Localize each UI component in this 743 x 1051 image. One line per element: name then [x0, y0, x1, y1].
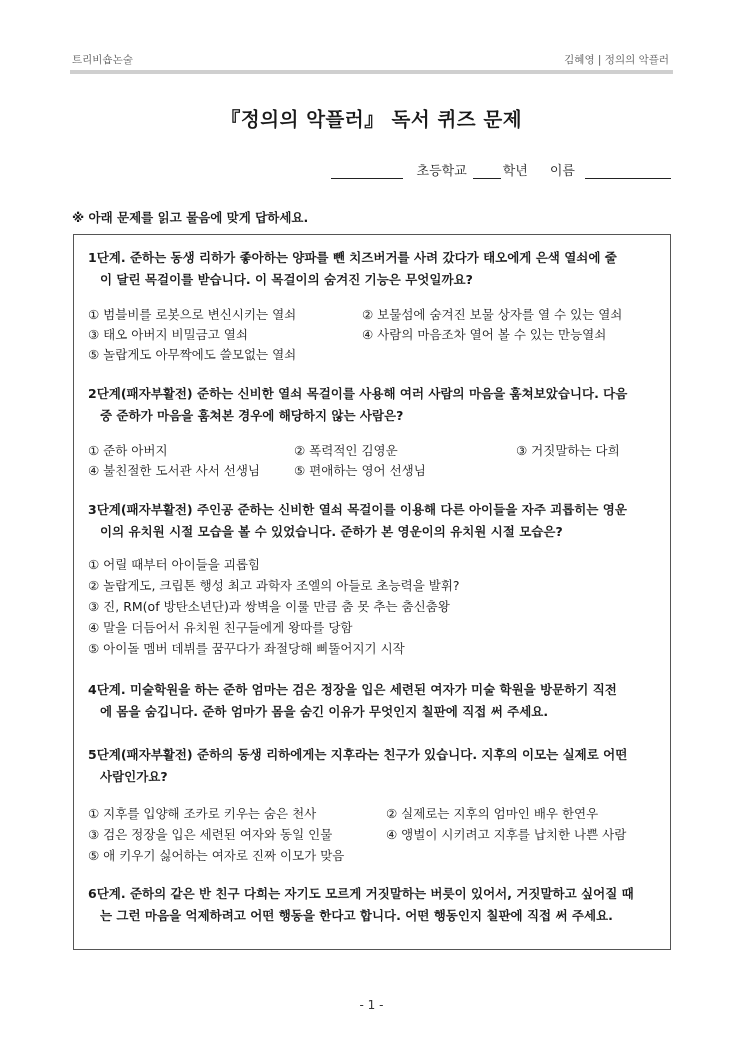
q1-option-1[interactable]: ① 범블비를 로봇으로 변신시키는 열쇠 [88, 307, 297, 322]
q5-option-1[interactable]: ① 지후를 입양해 조카로 키우는 숨은 천사 [88, 806, 317, 821]
q2-option-5[interactable]: ⑤ 편애하는 영어 선생님 [294, 463, 426, 478]
question-1-line2: 이 달린 목걸이를 받습니다. 이 목걸이의 숨겨진 기능은 무엇일까요? [100, 272, 473, 287]
question-4-line2: 에 몸을 숨깁니다. 준하 엄마가 몸을 숨긴 이유가 무엇인지 칠판에 직접 써 주세요. [100, 704, 549, 719]
question-2-line2: 중 준하가 마음을 훔쳐본 경우에 해당하지 않는 사람은? [100, 408, 404, 423]
question-6-line2: 는 그런 마음을 억제하려고 어떤 행동을 한다고 합니다. 어떤 행동인지 칠판에 직접 써 주세요. [100, 908, 613, 923]
school-blank[interactable] [331, 164, 403, 179]
q2-option-3[interactable]: ③ 거짓말하는 다희 [516, 443, 620, 458]
student-info-line [331, 160, 671, 179]
question-5-line2: 사람인가요? [100, 769, 168, 784]
q3-option-4[interactable]: ④ 말을 더듬어서 유치원 친구들에게 왕따를 당함 [88, 620, 353, 635]
grade-blank[interactable] [473, 164, 501, 179]
q3-option-2[interactable]: ② 놀랍게도, 크립톤 행성 최고 과학자 조엘의 아들로 초능력을 발휘? [88, 578, 460, 593]
q2-option-2[interactable]: ② 폭력적인 김영운 [294, 443, 398, 458]
name-label: 이름 [549, 164, 575, 179]
q1-option-4[interactable]: ④ 사람의 마음조차 열어 볼 수 있는 만능열쇠 [362, 327, 607, 342]
q3-option-1[interactable]: ① 어릴 때부터 아이들을 괴롭힘 [88, 557, 261, 572]
q5-option-3[interactable]: ③ 검은 정장을 입은 세련된 여자와 동일 인물 [88, 827, 333, 842]
q2-option-4[interactable]: ④ 불친절한 도서관 사서 선생님 [88, 463, 261, 478]
question-5 [88, 744, 660, 788]
q3-option-5[interactable]: ⑤ 아이돌 멤버 데뷔를 꿈꾸다가 좌절당해 삐뚤어지기 시작 [88, 641, 405, 656]
question-4-line1: 4단계. 미술학원을 하는 준하 엄마는 검은 정장을 입은 세련된 여자가 미술 학원을 방문하기 직전 [88, 682, 617, 697]
grade-label: 학년 [502, 164, 528, 179]
question-6 [88, 883, 660, 927]
header-academy: 트리비숍논술 [72, 54, 133, 66]
question-1 [88, 247, 660, 291]
question-5-line1: 5단계(패자부활전) 준하의 동생 리하에게는 지후라는 친구가 있습니다. 지후의 이모는 실제로 어떤 [88, 747, 628, 762]
quiz-box [73, 234, 671, 950]
question-2 [88, 383, 660, 427]
q5-option-5[interactable]: ⑤ 애 키우기 싫어하는 여자로 진짜 이모가 맞음 [88, 848, 345, 863]
q3-option-3[interactable]: ③ 진, RM(of 방탄소년단)과 쌍벽을 이룰 만큼 춤 못 추는 춤신춤왕 [88, 599, 450, 614]
q5-option-2[interactable]: ② 실제로는 지후의 엄마인 배우 한연우 [386, 806, 599, 821]
header-author-book: 김혜영 | 정의의 악플러 [564, 54, 669, 66]
question-6-line1: 6단계. 준하의 같은 반 친구 다희는 자기도 모르게 거짓말하는 버릇이 있어서, 거짓말하고 싶어질 때 [88, 886, 634, 901]
q5-option-4[interactable]: ④ 앵벌이 시키려고 지후를 납치한 나쁜 사람 [386, 827, 627, 842]
q1-option-2[interactable]: ② 보물섬에 숨겨진 보물 상자를 열 수 있는 열쇠 [362, 307, 623, 322]
question-1-line1: 1단계. 준하는 동생 리하가 좋아하는 양파를 뺀 치즈버거를 사려 갔다가 태오에게 은색 열쇠에 줄 [88, 250, 617, 265]
q1-option-5[interactable]: ⑤ 놀랍게도 아무짝에도 쓸모없는 열쇠 [88, 347, 297, 362]
question-2-line1: 2단계(패자부활전) 준하는 신비한 열쇠 목걸이를 사용해 여러 사람의 마음을 훔쳐보았습니다. 다음 [88, 386, 628, 401]
q2-option-1[interactable]: ① 준하 아버지 [88, 443, 168, 458]
question-3 [88, 499, 660, 543]
question-3-line2: 이의 유치원 시절 모습을 볼 수 있었습니다. 준하가 본 영운이의 유치원 시절 모습은? [100, 524, 563, 539]
question-3-line1: 3단계(패자부활전) 주인공 준하는 신비한 열쇠 목걸이를 이용해 다른 아이들을 자주 괴롭히는 영운 [88, 502, 627, 517]
question-4 [88, 679, 660, 723]
school-label: 초등학교 [416, 164, 467, 179]
instruction: ※ 아래 문제를 읽고 물음에 맞게 답하세요. [72, 210, 309, 225]
page-title: 『정의의 악플러』 독서 퀴즈 문제 [220, 108, 523, 131]
name-blank[interactable] [585, 164, 671, 179]
q1-option-3[interactable]: ③ 태오 아버지 비밀금고 열쇠 [88, 327, 248, 342]
page-number: - 1 - [359, 998, 384, 1012]
header-divider [70, 70, 673, 74]
